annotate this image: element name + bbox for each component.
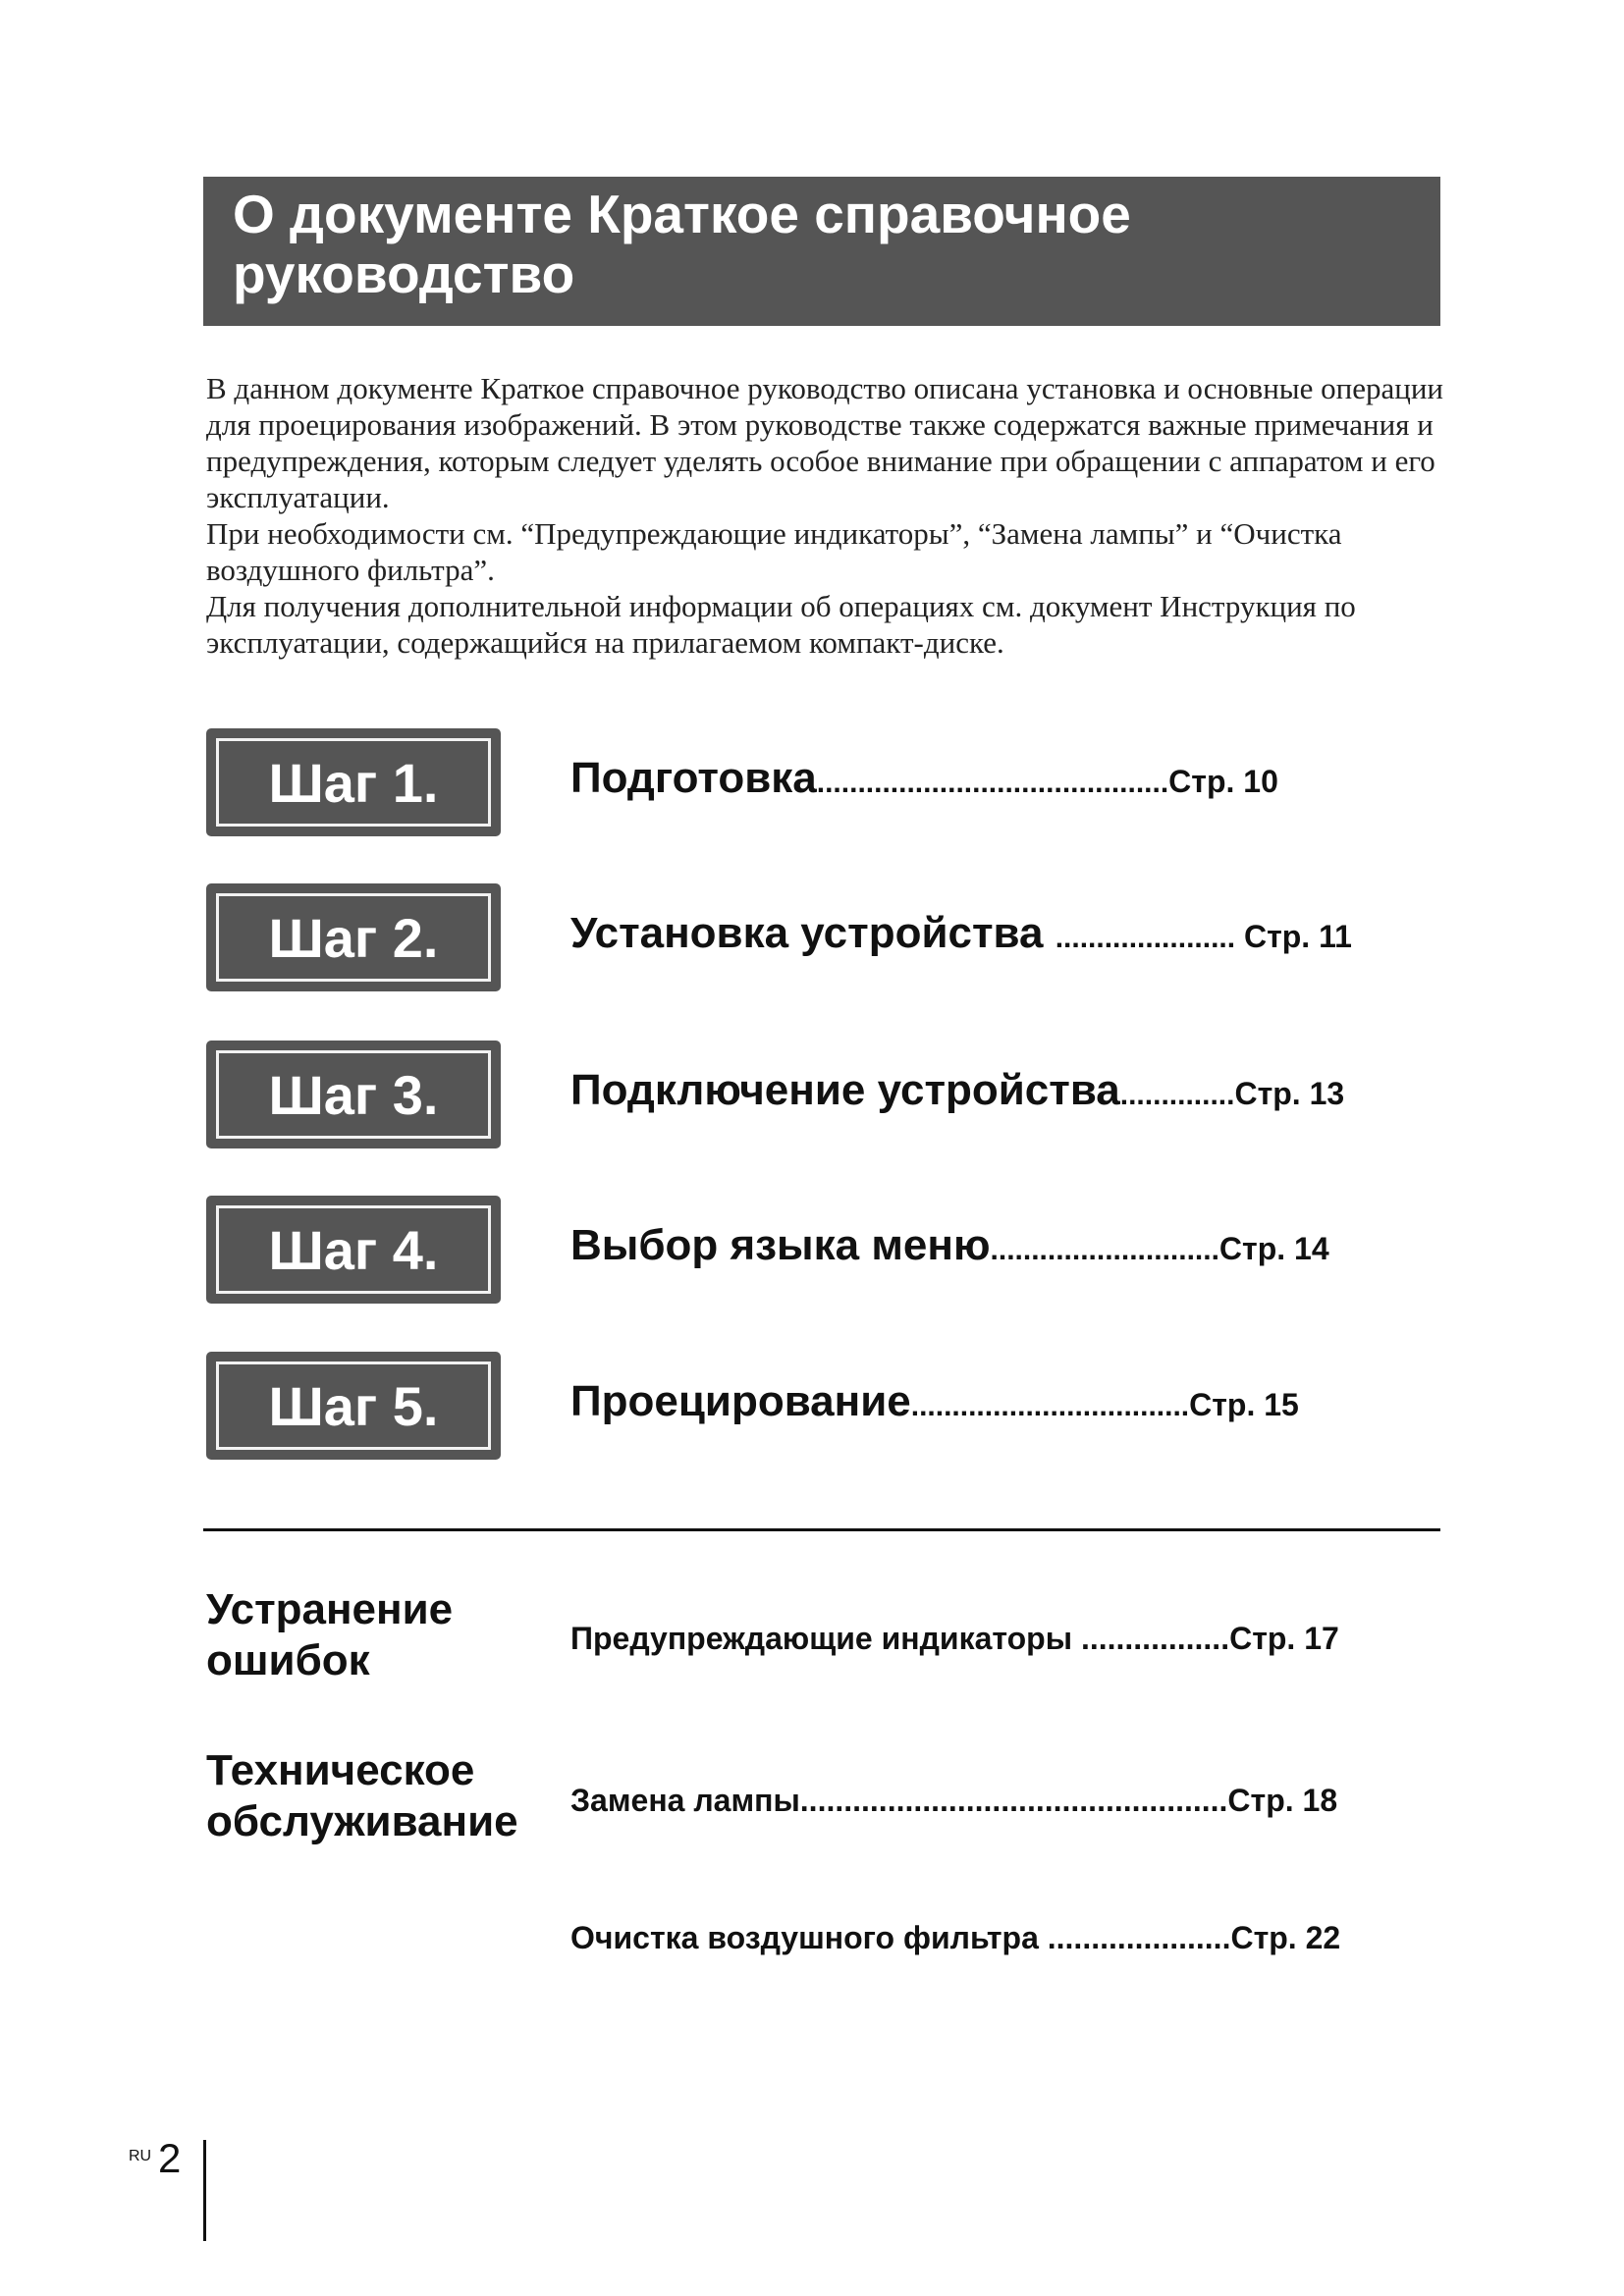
step-badge-label: Шаг 3.	[216, 1050, 491, 1139]
step-row-5	[206, 1352, 1453, 1460]
step-row-2	[206, 883, 1453, 991]
toc-item-warning-indicators: Предупреждающие индикаторы .................Стр. 17	[570, 1621, 1339, 1656]
leader-dots: ..................................	[910, 1390, 1190, 1422]
page-ref: Стр. 15	[1189, 1387, 1299, 1422]
step-title	[570, 1375, 1299, 1433]
page-ref: Стр. 10	[1168, 764, 1278, 799]
intro-paragraph: В данном документе Краткое справочное руководство описана установка и основные операции для проецирования изображений. В этом руководстве также содержатся важные примечания и предупреждения, которым следует уделять особое внимание при обращении с аппаратом и его эксплуатации.	[206, 371, 1443, 514]
intro-paragraph: Для получения дополнительной информации об операциях см. документ Инструкция по эксплуатации, содержащийся на прилагаемом компакт-диске.	[206, 589, 1356, 660]
page-ref: Стр. 14	[1218, 1231, 1329, 1266]
step-title-text: Выбор языка меню	[570, 1221, 991, 1269]
step-title	[570, 907, 1352, 965]
step-title-text: Установка устройства	[570, 909, 1056, 957]
step-title-text: Проецирование	[570, 1377, 911, 1425]
page-ref: Стр. 13	[1234, 1076, 1345, 1111]
step-badge-label: Шаг 4.	[216, 1205, 491, 1294]
step-row-3	[206, 1041, 1453, 1148]
intro-paragraph: При необходимости см. “Предупреждающие индикаторы”, “Замена лампы” и “Очистка воздушного фильтра”.	[206, 516, 1342, 587]
step-badge-label: Шаг 2.	[216, 893, 491, 982]
step-title	[570, 1064, 1344, 1122]
step-badge	[206, 883, 501, 991]
step-badge	[206, 1041, 501, 1148]
step-badge-label: Шаг 1.	[216, 738, 491, 827]
footer-page-number: 2	[158, 2135, 182, 2181]
step-row-1	[206, 728, 1453, 836]
step-badge	[206, 1196, 501, 1304]
leader-dots: ...........................................	[816, 767, 1169, 799]
leader-dots: ..............	[1119, 1079, 1235, 1111]
step-badge-label: Шаг 5.	[216, 1362, 491, 1450]
section-heading-troubleshooting: Устранение ошибок	[206, 1585, 454, 1684]
toc-item-air-filter-cleaning: Очистка воздушного фильтра .....................Стр. 22	[570, 1920, 1341, 1955]
toc-item-lamp-replacement: Замена лампы.................................................Стр. 18	[570, 1783, 1338, 1818]
intro-text	[206, 370, 1453, 661]
page-title: О документе Краткое справочное руководство	[233, 184, 1131, 304]
leader-dots: ......................	[1055, 922, 1236, 954]
step-badge	[206, 728, 501, 836]
section-heading-maintenance: Техническое обслуживание	[206, 1746, 518, 1845]
title-banner	[203, 177, 1440, 326]
leader-dots: ............................	[990, 1234, 1219, 1266]
step-title-text: Подключение устройства	[570, 1066, 1120, 1114]
step-title-text: Подготовка	[570, 754, 817, 802]
step-title	[570, 1219, 1329, 1277]
step-title	[570, 752, 1278, 810]
step-row-4	[206, 1196, 1453, 1304]
step-badge	[206, 1352, 501, 1460]
footer-language: RU	[129, 2148, 152, 2164]
section-divider	[203, 1528, 1440, 1531]
footer-divider	[203, 2140, 206, 2241]
page-ref: Стр. 11	[1235, 919, 1352, 954]
